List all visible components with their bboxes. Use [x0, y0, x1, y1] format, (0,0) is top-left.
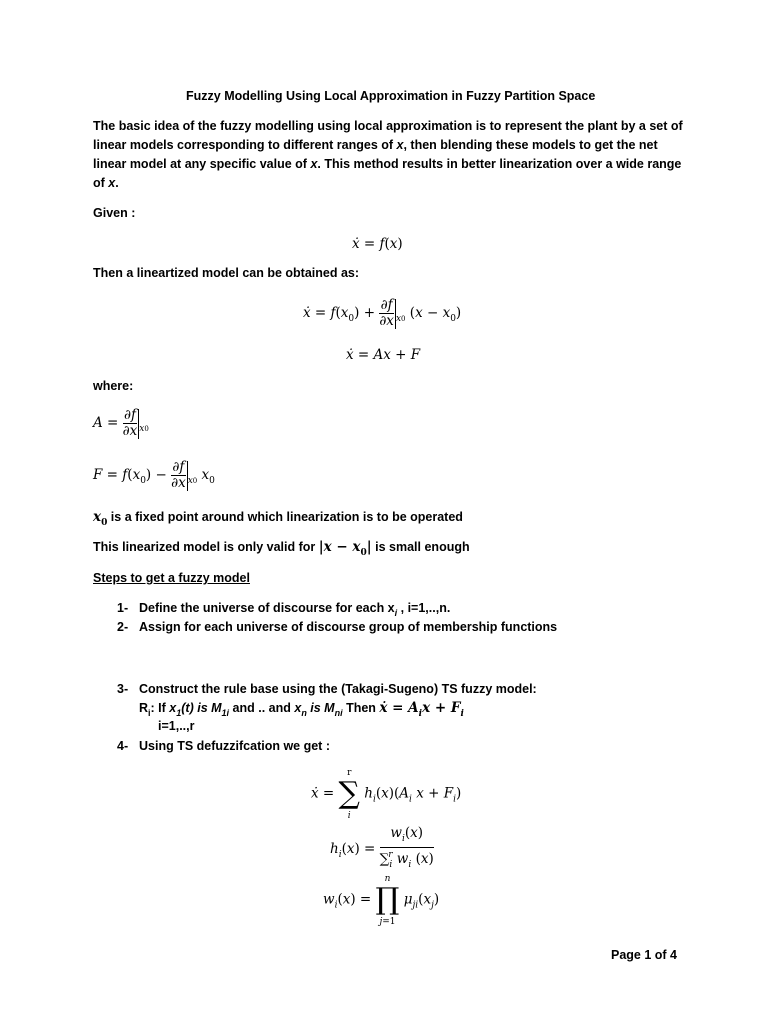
intro-line-4: of x.	[93, 176, 119, 190]
equation-xdot-fx: ẋ = f(x)	[352, 236, 403, 252]
rule-line: $R_i$: If $x_1(t)$ is $M_{1i}$ and .. and $x_n$ is $M_{ni}$ Then ẋ = $A_ix + F_i$	[139, 700, 464, 719]
step-3-number: 3-	[117, 682, 129, 696]
given-label: Given :	[93, 206, 136, 220]
equation-w: $w_i(x) = n$ ∏ j=1 $\mu_{ji}(x_j)$	[323, 874, 440, 927]
step-2-number: 2-	[117, 620, 129, 634]
step-1-text: Define the universe of discourse for each $x_i$ , i=1,..,n.	[139, 601, 451, 618]
rule-index: i=1,..,r	[158, 719, 195, 733]
equation-f-def: $F = f(x_0)$ − $\frac{\partial f}{\partial x}$ $_{x0}$ $x_0$	[93, 459, 215, 491]
equation-sum: ẋ = r ∑ i $h_i(x)(A_i$ $x + F_i$)	[311, 768, 462, 821]
step-4-number: 4-	[117, 739, 129, 753]
lin-label: Then a lineartized model can be obtained as:	[93, 266, 360, 280]
equation-a-def: A = $\frac{\partial f}{\partial x}$ $_{x0}$	[93, 407, 149, 439]
step-3-text: Construct the rule base using the (Takagi-Sugeno) TS fuzzy model:	[139, 682, 537, 696]
steps-heading: Steps to get a fuzzy model	[93, 571, 250, 585]
intro-paragraph	[93, 117, 683, 193]
intro-line-3: linear model at any specific value of x. This method results in better linearization over a wide range	[93, 157, 682, 171]
intro-line-2: linear models corresponding to different ranges of x, then blending these models to get the net	[93, 138, 658, 152]
page-title: Fuzzy Modelling Using Local Approximation in Fuzzy Partition Space	[186, 89, 596, 103]
intro-line-1: The basic idea of the fuzzy modelling using local approximation is to represent the plant by a set of	[93, 119, 683, 133]
page-footer: Page 1 of 4	[611, 948, 677, 962]
equation-h: $h_i(x)$ = $\frac{w_i(x)}{\sum_i^r w_i (x)}$	[330, 825, 434, 870]
valid-sentence: This linearized model is only valid for $|x - x_0|$ is small enough	[93, 539, 470, 558]
step-4-text: Using TS defuzzifcation we get :	[139, 739, 330, 753]
x0-sentence: $x_0$ is a fixed point around which linearization is to be operated	[93, 509, 463, 528]
where-label: where:	[93, 379, 134, 393]
step-1-number: 1-	[117, 601, 129, 615]
equation-ax-f: ẋ = Ax + F	[346, 347, 421, 363]
equation-taylor: ẋ = $f(x_0)$ + $\frac{\partial f}{\partial x}$ $_{x0}$ $(x - x_0)$	[303, 297, 462, 329]
step-2-text: Assign for each universe of discourse group of membership functions	[139, 620, 558, 634]
